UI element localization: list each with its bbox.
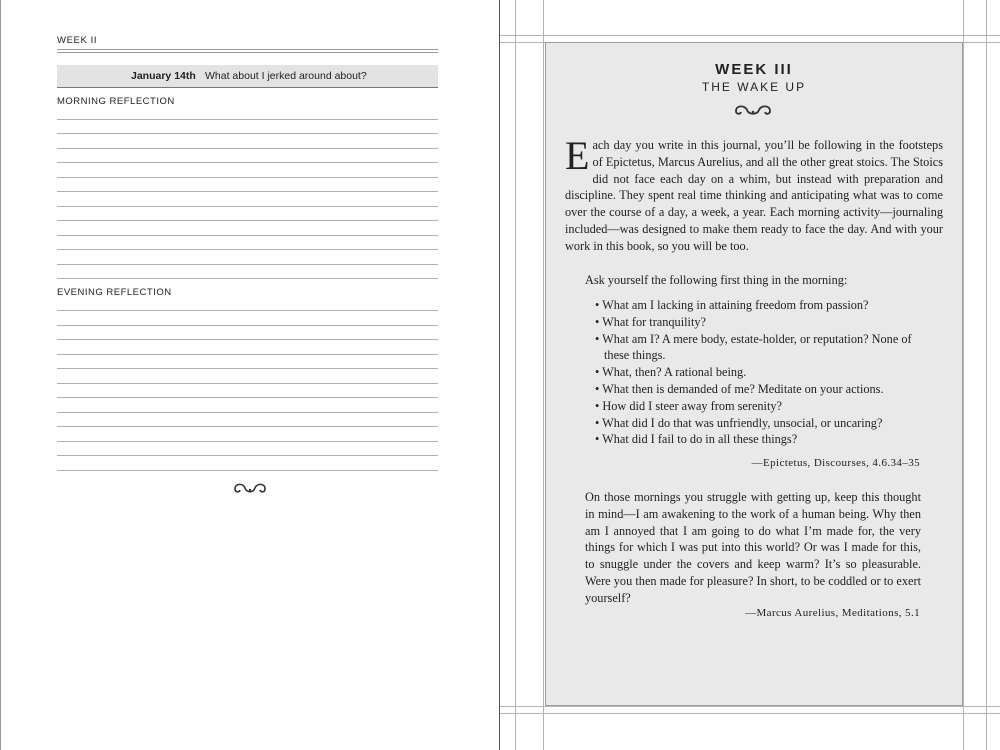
writing-line[interactable]: [57, 397, 438, 398]
frame-line: [500, 706, 1000, 707]
writing-line[interactable]: [57, 249, 438, 250]
writing-line[interactable]: [57, 339, 438, 340]
writing-line[interactable]: [57, 206, 438, 207]
writing-line[interactable]: [57, 278, 438, 279]
week-subtitle: THE WAKE UP: [701, 80, 807, 94]
intro-text: ach day you write in this journal, you’ll be following in the footsteps of Epictetus, Marcus Aurelius, and all the other great stoics. The Stoics did not face each day on a whim, but instead with preparation and discipline. They spent real time thinking and anticipating what was to come over the course of a day, a week, a year. Each morning activity—journaling included—was designed to make them ready to face the day. And with your work in this book, so you will be too.: [565, 138, 943, 253]
header-rule: [57, 52, 438, 53]
list-item: • How did I steer away from serenity?: [595, 398, 925, 415]
marcus-aurelius-attribution: —Marcus Aurelius, Meditations, 5.1: [745, 607, 920, 619]
list-item: • What did I fail to do in all these things?: [595, 431, 925, 448]
writing-line[interactable]: [57, 148, 438, 149]
list-item: • What for tranquility?: [595, 314, 925, 331]
marcus-aurelius-quote: On those mornings you struggle with getting up, keep this thought in mind—I am awakening to the work of a human being. Why then am I annoyed that I am going to do what I’m made for, the very things for which I was put into this world? Or was I made for this, to snuggle under the covers and keep warm? It’s so pleasurable. Were you then made for pleasure? In short, to be coddled or to exert yourself?: [585, 490, 921, 605]
frame-line: [500, 713, 1000, 714]
date-bar: [57, 65, 438, 88]
writing-line[interactable]: [57, 368, 438, 369]
morning-reflection-label: MORNING REFLECTION: [57, 96, 175, 107]
frame-line: [986, 0, 987, 750]
writing-line[interactable]: [57, 310, 438, 311]
writing-line[interactable]: [57, 412, 438, 413]
writing-line[interactable]: [57, 162, 438, 163]
fleuron-ornament-icon: [232, 480, 268, 501]
writing-line[interactable]: [57, 441, 438, 442]
list-item: • What did I do that was unfriendly, unsocial, or uncaring?: [595, 415, 925, 432]
daily-question: What about I jerked around about?: [205, 70, 367, 82]
drop-cap: E: [565, 133, 590, 178]
writing-line[interactable]: [57, 383, 438, 384]
writing-line[interactable]: [57, 455, 438, 456]
list-item: • What then is demanded of me? Meditate on your actions.: [595, 381, 925, 398]
frame-line: [500, 35, 1000, 36]
week-title: WEEK III: [715, 61, 793, 78]
entry-date: January 14th: [131, 70, 196, 82]
writing-line[interactable]: [57, 264, 438, 265]
list-item: • What am I lacking in attaining freedom from passion?: [595, 297, 925, 314]
question-list: [595, 297, 925, 448]
writing-line[interactable]: [57, 235, 438, 236]
fleuron-ornament-icon: [733, 102, 773, 123]
writing-line[interactable]: [57, 354, 438, 355]
evening-reflection-label: EVENING REFLECTION: [57, 287, 172, 298]
list-item: • What am I? A mere body, estate-holder, or reputation? None of these things.: [595, 331, 925, 365]
writing-line[interactable]: [57, 325, 438, 326]
writing-line[interactable]: [57, 426, 438, 427]
header-rule: [57, 49, 438, 50]
writing-line[interactable]: [57, 191, 438, 192]
list-item: • What, then? A rational being.: [595, 364, 925, 381]
frame-line: [543, 0, 544, 750]
writing-line[interactable]: [57, 470, 438, 471]
writing-line[interactable]: [57, 220, 438, 221]
running-header-left: WEEK II: [57, 35, 98, 46]
frame-line: [963, 0, 964, 750]
writing-line[interactable]: [57, 177, 438, 178]
epictetus-attribution: —Epictetus, Discourses, 4.6.34–35: [751, 457, 920, 469]
frame-line: [515, 0, 516, 750]
writing-line[interactable]: [57, 119, 438, 120]
intro-paragraph: [565, 133, 943, 255]
ask-yourself-text: Ask yourself the following first thing in the morning:: [585, 273, 848, 287]
writing-line[interactable]: [57, 133, 438, 134]
